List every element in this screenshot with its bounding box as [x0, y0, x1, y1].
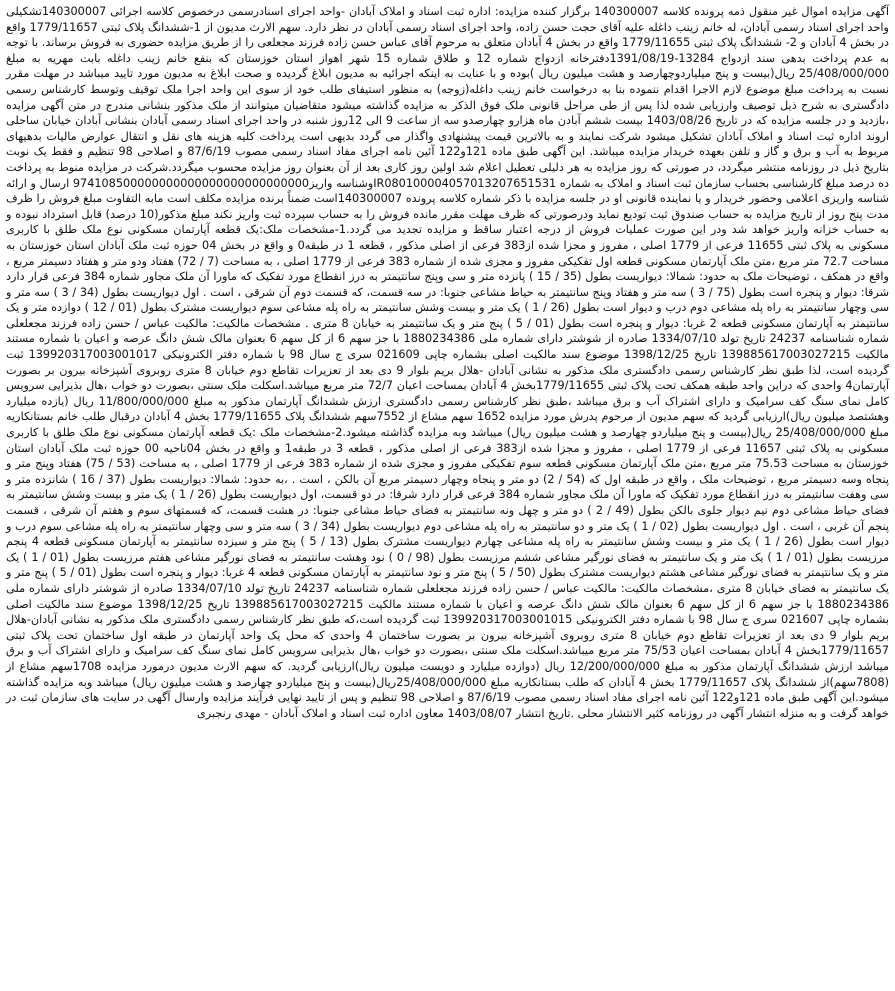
notice-body-text: آگهی مزایده اموال غیر منقول ذمه پرونده کلاسه 140300007 برگزار کننده مزایده: اداره ثبت اسناد و املاک آبادان -واحد اجرای اسنادرسمی درخصوص کلاسه اجرائی 140300007تشکیلی واحد اجرای اسناد رسمی آبادان، له خانم زینب داغله علیه آقای حجت حسن زاده، واحد اجرای اسناد رسمی آبادان در نظر دارد. سهم الارث مدیون از 1-ششدانگ پلاک ثبتی 1779/11657 واقع در بخش 4 آبادان و 2- ششدانگ پلاک ثبتی 1779/11655 واقع در بخش 4 آبادان متعلق به مرحوم آقای عباس حسن زاده فرزند مجعلعی را از طریق مزایده حضوری به فروش برساند. با توجه به عدم پرداخت بدهی سند ازدواج 13284-1391/08/19دفترخانه ازدواج شماره 12 و طلاق شماره 15 شهر اهواز استان خوزستان که بنفع خانم زینب داغله بابت مهریه به مبلغ 25/408/000/000 ریال(بیست و پنج میلیاردوچهارصد و هشت میلیون ریال )بوده و با عنایت به اینکه اجرائیه به مدیون ابلاغ گردیده و صحت ابلاغ به مدیون مورد تایید میباشد در مهلت مقرر نسبت به پرداخت مبلغ موضوع لازم الاجرا اقدام ننموده بنا به درخواست خانم زینب داغله(زوجه) به منظور استیفای طلب خود از سوی این واحد اجرا ملک توقیف وتوسط کارشناس رسمی دادگستری به شرح ذیل توصیف وارزیابی شده لذا پس از طی مراحل قانونی ملک فوق الذکر به مزایده گذاشته میشود متقاضیان میتوانند از ملک مذکور بنشانی مندرج در متن آگهی مزایده ،بازدید و در جلسه مزایده که در تاریخ 1403/08/26 بیست ششم آبادن ماه هزارو چهارصدو سه از ساعت 9 الی 12روز شنبه در واحد اجرای اسناد رسمی آبادان بنشانی آبادان خیابان ساحلی اروند اداره ثبت اسناد و املاک آبادان تشکیل میشود شرکت نمایند و به بالاترین قیمت پیشنهادی واگذار می گردد بدیهی است پرداخت کلیه هزینه های نقل و انتقال عوارض مالیات بدهیهای مربوط به آب و برق و گاز و تلفن بعهده خریدار مزایده میباشد. این آگهی طبق ماده 121و122 آئین نامه اجرای مفاد اسناد رسمی مصوب 87/6/19 و اصلاحی 98 تنظیم و فقط یک نوبت بتاریخ ذیل در روزنامه منتشر میگردد، در صورتی که روز مزایده به هر دلیلی تعطیل اعلام شد اولین روز کاری بعد از آن بعنوان روز مزایده محسوب میگردد.شرکت در مزایده منوط به پرداخت ده درصد مبلغ کارشناسی بحساب سازمان ثبت اسناد و املاک به شماره IR080100004057013207651531وشناسه واریز974108500000000000000000000000000 ارسال و ارائه شناسه واریزی اعلامی وحضور خریدار و یا نماینده قانونی او در جلسه مزایده با ذکر شماره کلاسه پرونده 140300007است ضمناً برنده مزایده مکلف است مابه التفاوت مبلغ فروش را ظرف مدت پنج روز از تاریخ مزایده به حساب صندوق ثبت تودیع نماید ودرصورتی که ظرف مهلت مقرر مانده فروش را به حساب سپرده ثبت واریز نکند مبلغ مذکور(10 درصد) قابل استرداد نبوده و به حساب خزانه واریز خواهد شد ودر این صورت عملیات فروش از درجه اعتبار ساقط و مزایده تجدید می گردد.1-مشخصات ملک:یک قطعه آپارتمان مسکونی نوع ملک طلق با کاربری مسکونی به پلاک ثبتی 11655 فرعی از 1779 اصلی ، مفروز و مجزا شده از383 فرعی از اصلی مذکور ، قطعه 1 در طبقه0 و واقع در بخش 04 حوزه ثبت ملک آبادان استان خوزستان به مساحت 72.7 متر مربع ،متن ملک آپارتمان مسکونی قطعه اول تفکیکی مفروز و مجزی شده از شماره 383 فرعی از 1779 اصلی ، به مساحت (7 / 72) هفتاد ودو متر و هفتاد دسیمتر مربع ، واقع در همکف ، توضیحات ملک به حدود: شمالا: دیواریست بطول (35 / 15 ) پانزده متر و سی وپنج سانتیمتر به درز انقطاع مورد تفکیک که ماورا آن ملک مجاور شماره 384 فرعی قرار دارد شرقا: دیوار و پنجره است بطول (75 / 3 ) سه متر و هفتاد وپنج سانتیمتر به حیاط مشاعی جنوبا: در سه قسمت، که قسمت دوم آن شرقی ، است . اول دیواریست بطول (34 / 3 ) سه متر و سی وچهار سانتیمتر به راه پله مشاعی دوم درب و دیوار است بطول (26 / 1 ) یک متر و بیست وشش سانتیمتر به راه پله مشاعی سوم دیواریست مشترک بطول (01 / 12 ) دوازده متر و یک سانتیمتر به آپارتمان مسکونی قطعه 2 غربا: دیوار و پنجره است بطول (01 / 5 ) پنج متر و یک سانتیمتر به خیابان 8 متری . مشخصات مالکیت: مالکیت عباس / حسن زاده فرزند مجعلعلی شماره شناسنامه 24237 تاریخ تولد 1334/07/10 صادره از شوشتر دارای شماره ملی 1880234386 با جز سهم 6 از کل سهم 6 بعنوان مالک شش دانگ عرصه و اعیان با شماره مستند مالکیت 139885617003027215 تاریخ 1398/12/25 موضوع سند مالکیت اصلی بشماره چاپی 021609 سری ج سال 98 با شماره دفتر الکترونیکی 139920317003001017 ثبت گردیده است، لذا طبق نظر کارشناس رسمی دادگستری ملک مذکور به نشانی آبادان -هلال بریم بلوار 9 دی بعد از تعزیرات تقاطع دوم خیابان 8 متری روبروی آشپزخانه بیرون بر بصورت آپارتمان4 واحدی که دراین واحد طبقه همکف تحت پلاک ثبتی 1779/11655بخش 4 آبادان بمساحت اعیان 72/7 متر مربع میباشد.اسکلت ملک سنتی ،بصورت دو خواب ،هال بذیرایی سرویس کامل نمای سنگ کف سرامیک و دارای اشتراک آب و برق میباشد ،طبق نظر کارشناس رسمی دادگستری ارزش ششدانگ آپارتمان مذکور به مبلغ 11/800/000/000 ریال (یازده میلیارد وهشتصد میلیون ریال)ارزیابی گردید که سهم مدیون از مرحوم پدرش مورد مزایده 1652 سهم مشاع از 7552سهم ششدانگ پلاک 1779/11655 بخش 4 آبادان درقبال طلب خانم بستانکاریه مبلغ 25/408/000/000 ریال(بیست و پنج میلیاردو چهارصد و هشت میلیون ریال) میباشد وبه مزایده گذاشته میشود.2-مشخصات ملک :یک قطعه آپارتمان مسکونی نوع ملک طلق با کاربری مسکونی به پلاک ثبتی 11657 فرعی از 1779 اصلی ، مفروز و مجزا شده از383 فرعی از اصلی مذکور ، قطعه 3 در طبقه1 و واقع در بخش 04ناحیه 00 حوزه ثبت ملک آبادان استان خوزستان به مساحت 75.53 متر مربع ،متن ملک آپارتمان مسکونی قطعه سوم تفکیکی مفروز و مجزی شده از شماره 383 فرعی از 1779 اصلی ، به مساحت (53 / 75) هفتاد وپنج متر و پنجاه وسه دسیمتر مربع ، توضیحات ملک ، واقع در طبقه اول که (54 / 2) دو متر و پنجاه وچهار دسیمتر مربع آن بالکن ، است . ،به حدود: شمالا: دیواریست بطول (37 / 16 ) شانزده متر و سی وهفت سانتیمتر به درز انقطاع مورد تفکیک که ماورا آن ملک مجاور شماره 384 فرعی قرار دارد شرقا: در دو قسمت، اول دیواریست بطول (26 / 1 ) یک متر و بیست وشش سانتیمتر به فضای حیاط مشاعی دوم نیم دیوار جلوی بالکن بطول (49 / 2 ) دو متر و چهل ونه سانتیمتر به فضای حیاط مشاعی جنوبا: در هشت قسمت، که قسمتهای سوم و هفتم آن شرقی ، قسمت پنجم آن غربی ، است . اول دیواریست بطول (02 / 1 ) یک متر و دو سانتیمتر به راه پله مشاعی دوم دیواریست بطول (34 / 3 ) سه متر و سی وچهار سانتیمتر به راه پله مشاعی سوم درب و دیوار است بطول (26 / 1 ) یک متر و بیست وشش سانتیمتر به راه پله مشاعی چهارم دیواریست مشترک بطول (13 / 5 ) پنج متر و سیزده سانتیمتر به آپارتمان مسکونی قطعه 4 پنجم مرزیست بطول (01 / 1 ) یک متر و یک سانتیمتر به فضای نورگیر مشاعی ششم مرزیست بطول (98 / 0 ) نود وهشت سانتیمتر به فضای نورگیر مشاعی هفتم مرزیست بطول (01 / 1 ) یک متر و یک سانتیمتر به فضای نورگیر مشاعی هشتم دیواریست مشترک بطول (50 / 5 ) پنج متر و نود سانتیمتر به آپارتمان مسکونی قطعه 4 غربا: دیوار و پنجره است بطول (01 / 5 ) پنج متر و یک سانتیمتر به فضای خیابان 8 متری ،مشخصات مالکیت: مالکیت عباس / حسن زاده فرزند مجعلعلی شماره شناسنامه 24237 تاریخ تولد 1334/07/10 صادره از شوشتر دارای شماره ملی 1880234386 با جز سهم 6 از کل سهم 6 بعنوان مالک شش دانگ عرصه و اعیان با شماره مستند مالکیت 139885617003027215 تاریخ 1398/12/25 موضوع سند مالکیت اصلی بشماره چاپی 021607 سری ج سال 98 با شماره دفتر الکترونیکی 139920317003001015 ثبت گردیده است،که طبق نظر کارشناس رسمی دادگستری ملک مذکور به نشانی آبادان-هلال بریم بلوار 9 دی بعد از تعزیرات تقاطع دوم خیابان 8 متری روبروی آشپزخانه بیرون بر بصورت ساختمان 4 واحدی که محل یک واحد آپارتمان در طبقه اول ساختمان تحت پلاک ثبتی 1779/11657بخش 4 آبادان بمساحت اعیان 75/53 متر مربع میباشد.اسکلت ملک سنتی ،بصورت دو خواب ،هال بذیرایی سرویس کامل نمای سنگ کف سرامیک و دارای اشتراک آب و برق میباشد ارزش ششدانگ آپارتمان مذکور به مبلغ 12/200/000/000 ریال (دوازده میلیارد و دویست میلیون ریال)ارزیابی گردید. که سهم الارث مدیون درمورد مزایده 1708سهم مشاع از (7808سهم)از ششدانگ پلاک 1779/11657 بخش 4 آبادان که طلب بستانکاریه مبلغ 25/408/000/000ریال(بیست و پنج میلیاردو چهارصد و هشت میلیون ریال) میباشد وبه مزایده گذاشته میشود.این آگهی طبق ماده 121و122 آئین نامه اجرای مفاد اسناد رسمی مصوب 87/6/19 و اصلاحی 98 تنظیم و پس از تایید نهایی فرآیند مزایده وارسال آگهی در سایت های سازمان ثبت در خواهد گرفت و به منزله انتشار آگهی در روزنامه کثیر الانتشار محلی .تاریخ انتشار 1403/08/07 معاون اداره ثبت اسناد و املاک آبادان - مهدی رنجبری [6, 5, 890, 720]
